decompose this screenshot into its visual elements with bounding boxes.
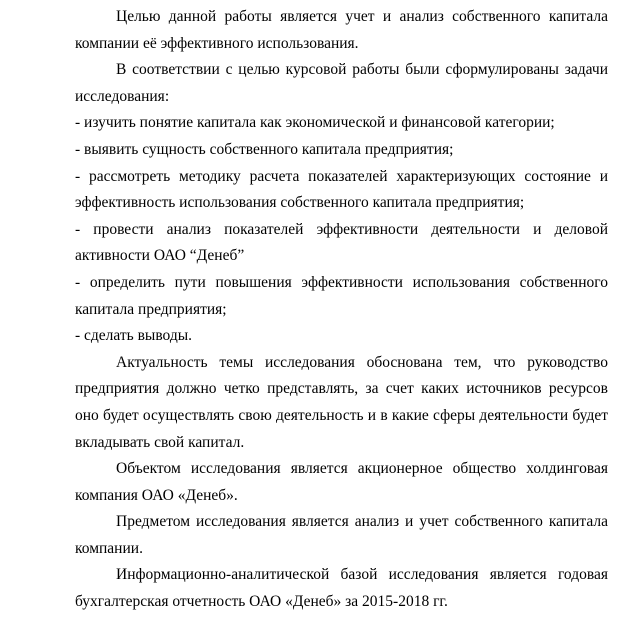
paragraph-tasks-intro: В соответствии с целью курсовой работы были сформулированы задачи исследования: <box>75 61 608 105</box>
list-item: - провести анализ показателей эффективности деятельности и деловой активности ОАО “Денеб” <box>75 220 608 265</box>
paragraph-subject: Предметом исследования является анализ и учет собственного капитала компании. <box>75 513 608 557</box>
paragraph-information-base: Информационно-аналитической базой исследования является годовая бухгалтерская отчетность ОАО «Денеб» за 2015-2018 гг. <box>75 566 608 611</box>
list-item: - сделать выводы. <box>75 327 193 345</box>
paragraph-object: Объектом исследования является акционерное общество холдинговая компания ОАО «Денеб». <box>75 460 608 504</box>
list-item: - выявить сущность собственного капитала предприятия; <box>75 140 454 158</box>
paragraph-goal: Целью данной работы является учет и анализ собственного капитала компании её эффективного использования. <box>75 8 608 52</box>
list-item: - определить пути повышения эффективности использования собственного капитала предприятия; <box>75 273 608 318</box>
list-item: - изучить понятие капитала как экономической и финансовой категории; <box>75 114 555 132</box>
list-item: - рассмотреть методику расчета показателей характеризующих состояние и эффективность использования собственного капитала предприятия; <box>75 167 608 212</box>
paragraph-relevance: Актуальность темы исследования обоснована тем, что руководство предприятия должно четко представлять, за счет каких источников ресурсов оно будет осуществлять свою деятельность и в какие сферы деятельности будет вкладывать свой капитал. <box>75 353 608 451</box>
